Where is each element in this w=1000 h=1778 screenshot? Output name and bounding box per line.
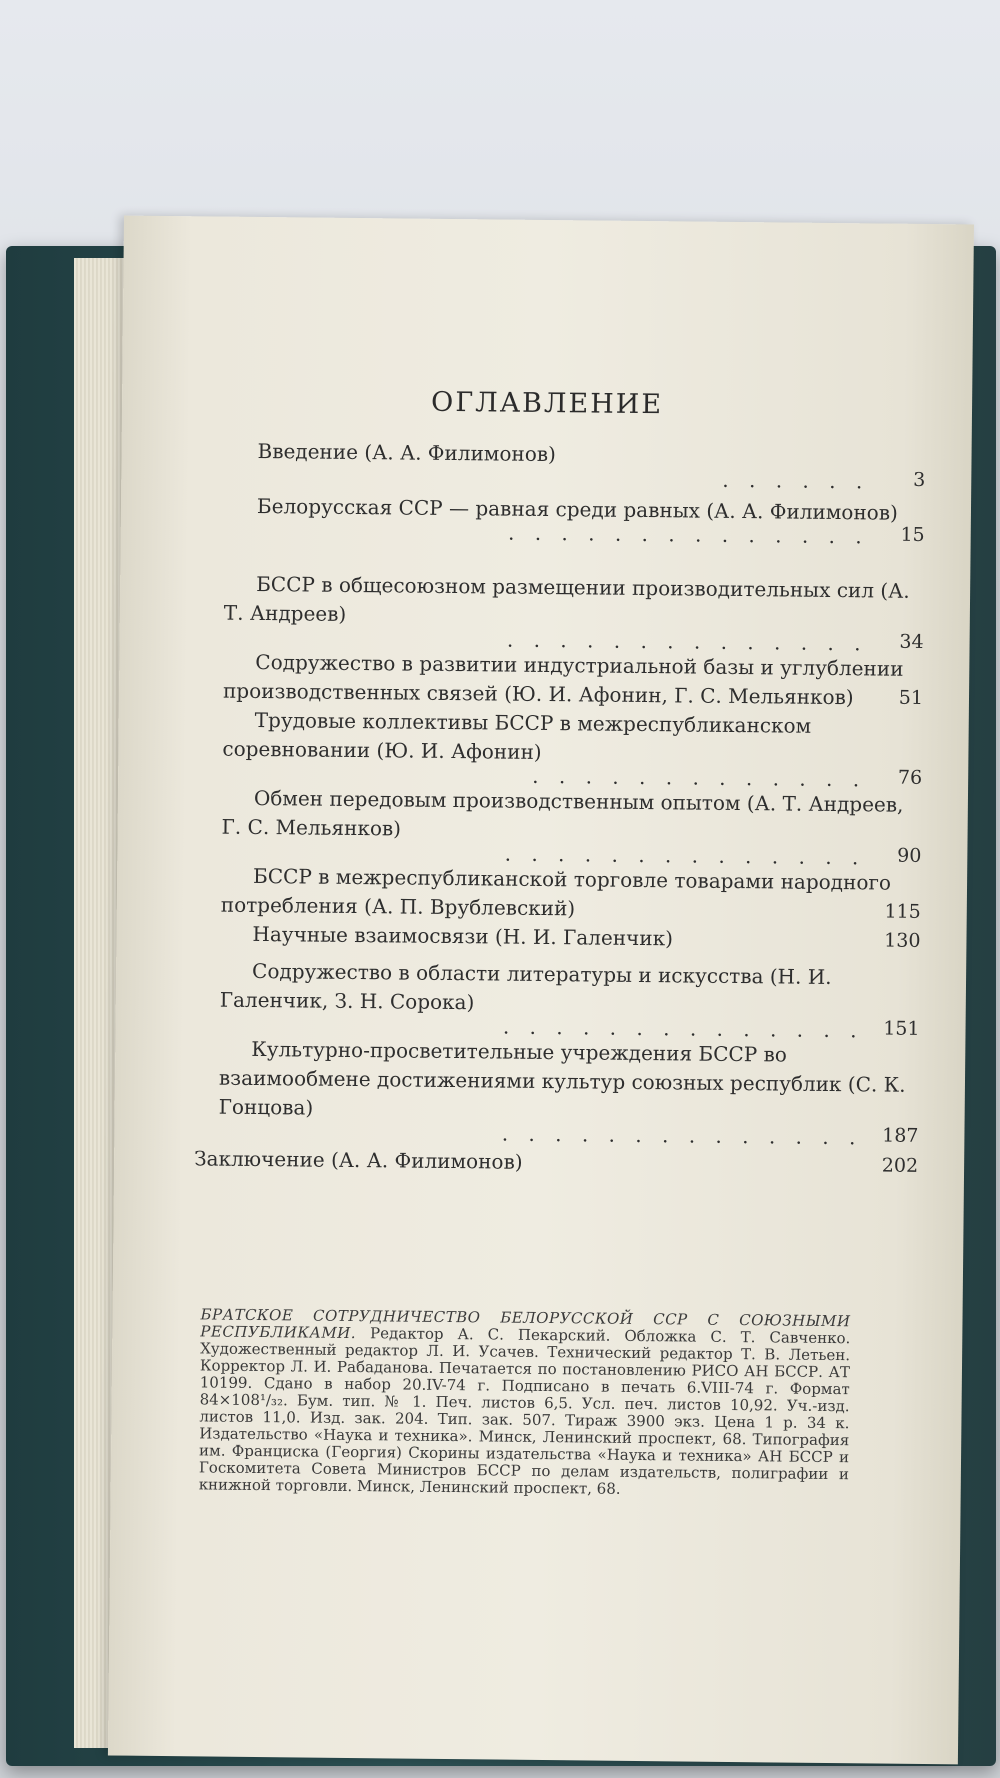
toc-entry-text: Научные взаимосвязи (Н. И. Галенчик) <box>252 921 674 951</box>
toc-entry-text: Белорусская ССР — равная среди равных (А. А. Филимонов) <box>256 493 898 525</box>
toc-entry-industrial-base <box>223 648 924 713</box>
toc-entry-introduction: Введение (А. А. Филимонов) . . . . . . 3 <box>225 437 925 495</box>
toc-entry-text: Обмен передовым производственным опытом (А. Т. Андреев, Г. С. Мельянков) <box>221 785 904 841</box>
toc-title: ОГЛАВЛЕНИЕ <box>430 386 664 421</box>
imprint-block <box>199 1306 851 1500</box>
toc-entry-page: 187 <box>882 1124 919 1147</box>
toc-entry-text: Содружество в области литературы и искусства (Н. И. Галенчик, З. Н. Сорока) <box>219 958 832 1015</box>
toc-entry-text: Введение (А. А. Филимонов) <box>257 438 557 467</box>
toc-entry-labor-collectives: Трудовые коллективы БССР в межреспубликанском соревновании (Ю. И. Афонин) . . . . . . . . . . . . . 76 <box>222 706 923 793</box>
toc-entry-experience-exchange: Обмен передовым производственным опытом (А. Т. Андреев, Г. С. Мельянков) . . . . . . . . . . . . . . 90 <box>221 784 922 871</box>
toc-entry-text: Содружество в развитии индустриальной базы и углублении производственных связей (Ю. И. Афонин, Г. С. Мельянков) <box>222 649 904 710</box>
toc-entry-page: 34 <box>899 630 924 653</box>
toc-entry-conclusion <box>194 1144 918 1181</box>
toc-entry-page: 76 <box>897 766 923 789</box>
toc-entry-page: 115 <box>884 900 921 923</box>
toc-entry-production-forces: БССР в общесоюзном размещении производительных сил (А. Т. Андреев) . . . . . . . . . . . . . . 34 <box>223 570 924 657</box>
toc-entry-page: 202 <box>881 1154 919 1177</box>
imprint-book-name: БРАТСКОЕ СОТРУДНИЧЕСТВО БЕЛОРУССКОЙ ССР С СОЮЗНЫМИ РЕСПУБЛИКАМИ. <box>200 1305 851 1343</box>
book-page <box>108 216 974 1765</box>
toc-entry-page: 130 <box>884 929 921 952</box>
toc-entry-text: Трудовые коллективы БССР в межреспубликанском соревновании (Ю. И. Афонин) <box>222 707 812 764</box>
toc-entry-cultural-institutions: Культурно-просветительные учреждения БССР во взаимообмене достижениями культур союзных республик (С. К. Гонцова) . . . . . . . . . . . . . . 187 <box>218 1035 919 1151</box>
toc-entry-page: 51 <box>898 686 924 709</box>
toc-entry-page: 3 <box>913 468 926 491</box>
toc-entry-text: Заключение (А. А. Филимонов) <box>194 1146 523 1174</box>
toc-entry-text: Культурно-просветительные учреждения БССР во взаимообмене достижениями культур союзных республик (С. К. Гонцова) <box>218 1036 906 1120</box>
toc-entry-trade <box>221 862 922 927</box>
toc-entry-page: 90 <box>897 844 922 867</box>
toc-entry-text: БССР в общесоюзном размещении производительных сил (А. Т. Андреев) <box>223 571 910 626</box>
toc-entry-science <box>220 920 920 956</box>
imprint-text: Редактор А. С. Пекарский. Обложка С. Т. Савченко. Художественный редактор Л. И. Усачев. Технический редактор Т. В. Летьен. Корректор Л. И. Рабаданова. Печатается по постановлению РИСО АН БССР. АТ 10199. Сдано в набор 20.IV-74 г. Подписано в печать 6.VIII-74 г. Формат 84×108¹/₃₂. Бум. тип. № 1. Печ. листов 6,5. Усл. печ. листов 10,92. Уч.-изд. листов 11,0. Изд. зак. 204. Тип. зак. 507. Тираж 3900 экз. Цена 1 р. 34 к. Издательство «Наука и техника». Минск, Ленинский проспект, 68. Типография им. Франциска (Георгия) Скорины издательства «Наука и техника» АН БССР и Госкомитета Совета Министров БССР по делам издательств, полиграфии и книжной торговли. Минск, Ленинский проспект, 68. <box>198 1324 851 1498</box>
toc-entry-text: БССР в межреспубликанской торговле товарами народного потребления (А. П. Врублевский) <box>220 863 892 921</box>
toc-entry-equal-among-equals: Белорусская ССР — равная среди равных (А. А. Филимонов) . . . . . . . . . . . . . . 15 <box>225 492 925 550</box>
toc-entry-literature-art: Содружество в области литературы и искусства (Н. И. Галенчик, З. Н. Сорока) . . . . . . . . . . . . . . 151 <box>219 957 920 1044</box>
toc-entry-page: 15 <box>900 523 925 546</box>
toc-entry-page: 151 <box>883 1017 920 1040</box>
